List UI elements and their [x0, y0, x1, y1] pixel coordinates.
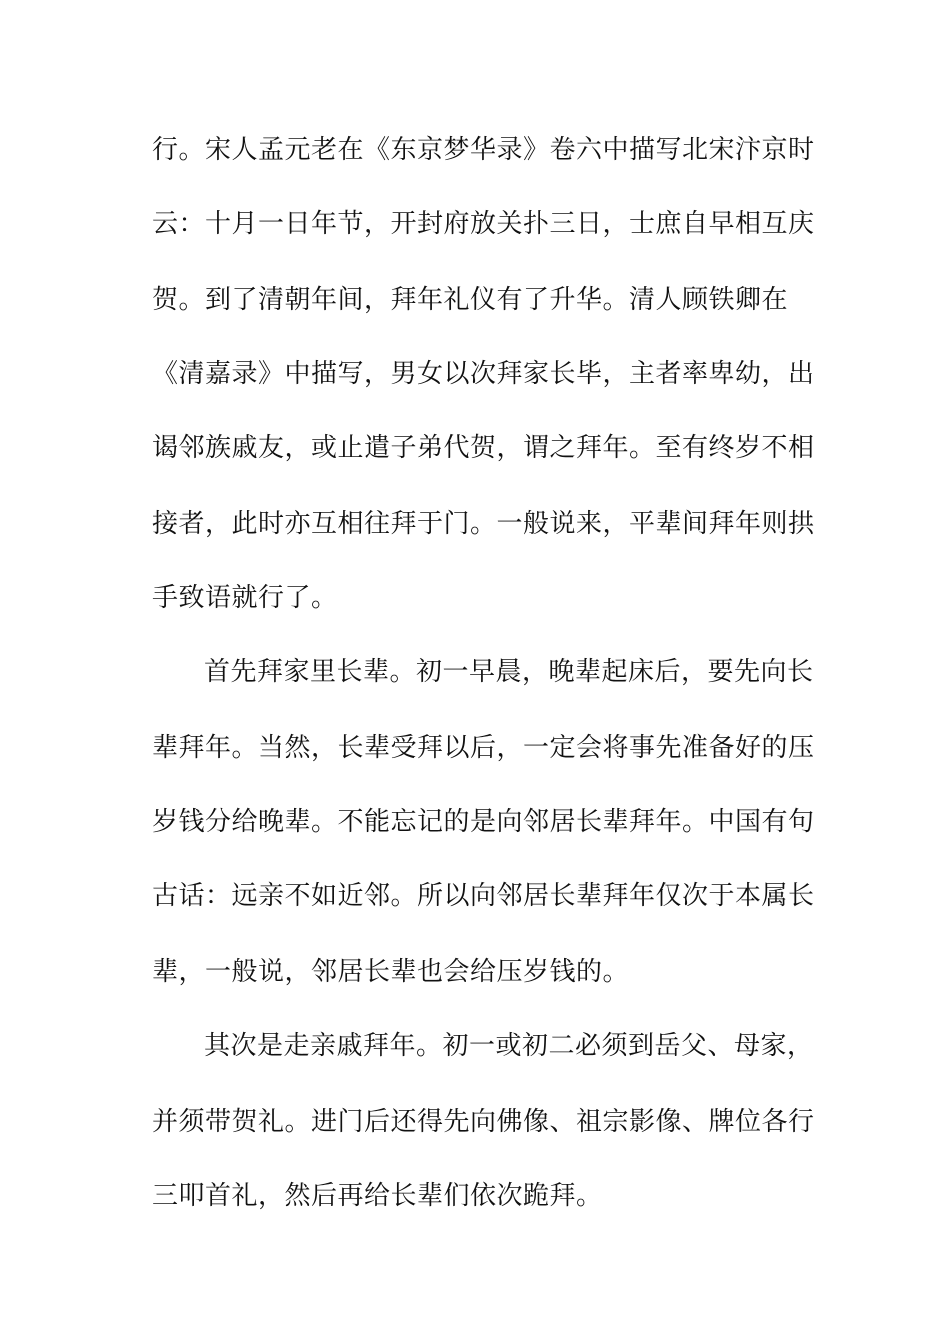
- text-line: 辈拜年。当然，长辈受拜以后，一定会将事先准备好的压: [152, 733, 815, 763]
- text-line: 并须带贺礼。进门后还得先向佛像、祖宗影像、牌位各行: [152, 1107, 815, 1137]
- paragraph-first-line: 其次是走亲戚拜年。初一或初二必须到岳父、母家，: [204, 1031, 814, 1061]
- text-line: 手致语就行了。: [152, 583, 338, 613]
- text-line: 贺。到了清朝年间，拜年礼仪有了升华。清人顾铁卿在: [152, 285, 789, 315]
- text-line: 辈，一般说，邻居长辈也会给压岁钱的。: [152, 957, 630, 987]
- text-line: 云：十月一日年节，开封府放关扑三日，士庶自早相互庆: [152, 209, 815, 239]
- text-line: 谒邻族戚友，或止遣子弟代贺，谓之拜年。至有终岁不相: [152, 433, 815, 463]
- text-line: 《清嘉录》中描写，男女以次拜家长毕，主者率卑幼，出: [152, 359, 815, 389]
- text-line: 三叩首礼，然后再给长辈们依次跪拜。: [152, 1181, 603, 1211]
- text-line: 行。宋人孟元老在《东京梦华录》卷六中描写北宋汴京时: [152, 135, 815, 165]
- text-line: 古话：远亲不如近邻。所以向邻居长辈拜年仅次于本属长: [152, 881, 815, 911]
- text-line: 接者，此时亦互相往拜于门。一般说来，平辈间拜年则拱: [152, 509, 815, 539]
- paragraph-first-line: 首先拜家里长辈。初一早晨，晚辈起床后，要先向长: [204, 657, 814, 687]
- text-line: 岁钱分给晚辈。不能忘记的是向邻居长辈拜年。中国有句: [152, 807, 815, 837]
